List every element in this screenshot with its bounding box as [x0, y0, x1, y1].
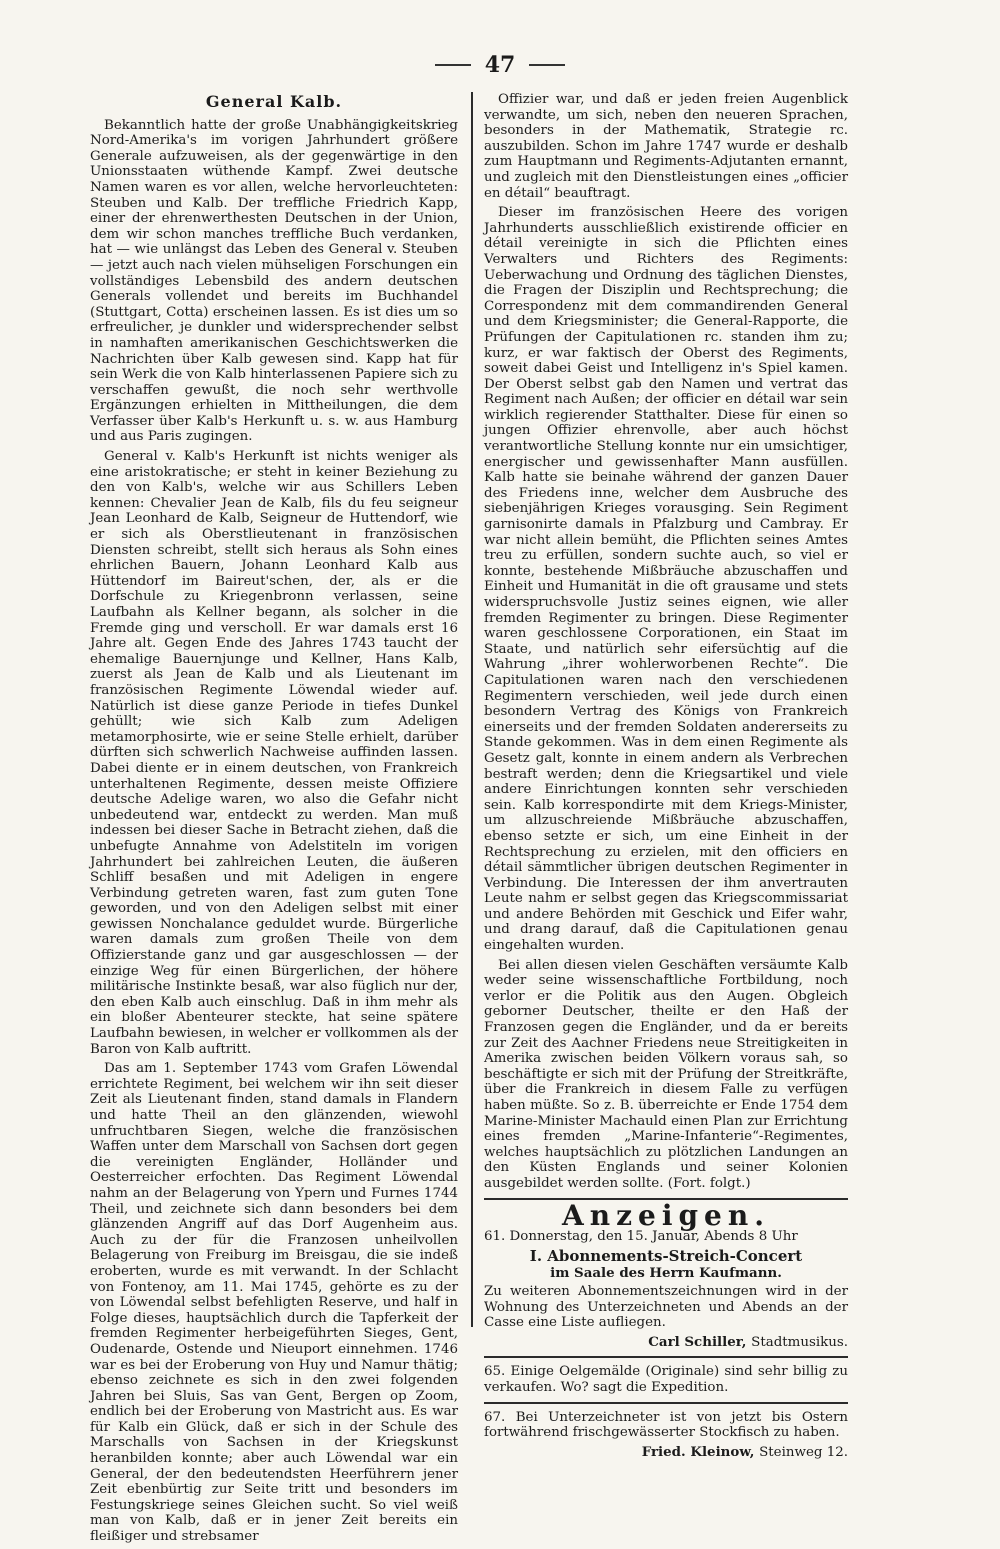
article-paragraph: General v. Kalb's Herkunft ist nichts weniger als eine aristokratische; er steht in keiner Beziehung zu den von Kalb's, welche wir aus Schillers Leben kennen: Chevalier Jean de Kalb, fils du feu seigneur Jean Leonhard de Kalb, Seigneur de Huttendorf, wie er sich als Oberstlieutenant in französischen Diensten schreibt, stellt sich heraus als Sohn eines ehrlichen Bauern, Johann Leonhard Kalb aus Hüttendorf im Baireut'schen, der, als er die Dorfschule zu Kriegenbronn verlassen, seine Laufbahn als Kellner begann, als solcher in die Fremde ging und verscholl. Er war damals erst 16 Jahre alt. Gegen Ende des Jahres 1743 taucht der ehemalige Bauernjunge und Kellner, Hans Kalb, zuerst als Jean de Kalb und als Lieutenant im französischen Regimente Löwendal wieder auf. Natürlich ist diese ganze Periode in tiefes Dunkel gehüllt; wie sich Kalb zum Adeligen metamorphosirte, wie er seine Stelle erhielt, darüber dürften sich schwerlich Nachweise auffinden lassen. Dabei diente er in einem deutschen, von Frankreich unterhaltenen Regimente, dessen meiste Offiziere deutsche Adelige waren, wo also die Gefahr nicht unbedeutend war, entdeckt zu werden. Man muß indessen bei dieser Sache in Betracht ziehen, daß die unbefugte Annahme von Adelstiteln im vorigen Jahrhundert bei zahlreichen Leuten, die äußeren Schliff besaßen und mit Adeligen in engere Verbindung getreten waren, fast zum guten Tone geworden, und von den Adeligen selbst mit einer gewissen Nonchalance geduldet wurde. Bürgerliche waren damals zum großen Theile von dem Offizierstande ganz und gar ausgeschlossen — der einzige Weg für einen Bürgerlichen, der höhere militärische Instinkte besaß, war also füglich nur der, den eben Kalb auch einschlug. Daß in ihm mehr als ein bloßer Abenteurer steckte, hat seine spätere Laufbahn bewiesen, in welcher er vollkommen als der Baron von Kalb auftritt. — [90, 449, 458, 1057]
ads-heading: Anzeigen. — [562, 1198, 770, 1232]
article-paragraph: Dieser im französischen Heere des vorigen Jahrhunderts ausschließlich existirende officier en détail vereinigte in sich die Pflichten eines Verwalters und Richters des Regiments: Ueberwachung und Ordnung des täglichen Dienstes, die Fragen der Disziplin und Rechtsprechung; die Correspondenz mit dem commandirenden General und dem Kriegsminister; die General-Rapporte, die Prüfungen der Capitulationen rc. standen ihm zu; kurz, er war faktisch der Oberst des Regiments, soweit dabei Geist und Intelligenz in's Spiel kamen. Der Oberst selbst gab den Namen und vertrat das Regiment nach Außen; der officier en détail war sein wirklich regierender Statthalter. Diese für einen so jungen Offizier ehrenvolle, aber auch höchst verantwortliche Stellung konnte nur ein umsichtiger, energischer und gewissenhafter Mann ausfüllen. Kalb hatte sie beinahe während der ganzen Dauer des Friedens inne, welcher dem Ausbruche des siebenjährigen Krieges vorausging. Sein Regiment garnisonirte damals in Pfalzburg und Cambray. Er war nicht allein bemüht, die Pflichten seines Amtes treu zu erfüllen, sondern suchte auch, so viel er konnte, bestehende Mißbräuche abzuschaffen und Einheit und Humanität in die oft grausame und stets widerspruchsvolle Justiz seines eignen, wie aller fremden Regimenter zu bringen. Diese Regimenter waren geschlossene Corporationen, ein Staat im Staate, und natürlich sehr eifersüchtig auf die Wahrung „ihrer wohlerworbenen Rechte“. Die Capitulationen waren nach den verschiedenen Regimentern verschieden, weil jede durch einen besondern Vertrag des Königs von Frankreich einerseits und der fremden Soldaten andererseits zu Stande gekommen. Was in dem einen Regimente als Gesetz galt, konnte in einem andern als Verbrechen bestraft werden; denn die Kriegsartikel und viele andere Einrichtungen konnten sehr verschieden sein. Kalb korrespondirte mit dem Kriegs-Minister, um allzuschreiende Mißbräuche abzuschaffen, ebenso setzte er sich, um eine Einheit in der Rechtsprechung zu erzielen, mit den officiers en détail sämmtlicher übrigen deutschen Regimenter in Verbindung. Die Interessen der ihm anvertrauten Leute nahm er selbst gegen das Kriegscommissariat und andere Behörden mit Geschick und Eifer wahr, und drang darauf, daß die Capitulationen genau eingehalten wurden. — [484, 205, 848, 954]
ad-stockfish-body: 67. Bei Unterzeichneter ist von jetzt bis Ostern fortwährend frischgewässerter Stockfisch zu haben. — [484, 1409, 848, 1441]
signature-name: Carl Schiller, — [648, 1333, 747, 1350]
signature-title: Stadtmusikus. — [751, 1334, 848, 1350]
article-paragraph: Bei allen diesen vielen Geschäften versäumte Kalb weder seine wissenschaftliche Fortbildung, noch verlor er die Politik aus den Augen. Obgleich geborner Deutscher, theilte er den Haß der Franzosen gegen die Engländer, und da er bereits zur Zeit des Aachner Friedens neue Streitigkeiten in Amerika zwischen beiden Völkern voraus sah, so beschäftigte er sich mit der Prüfung der Streitkräfte, über die Frankreich in diesem Falle zu verfügen haben müßte. So z. B. überreichte er Ende 1754 dem Marine-Minister Machauld einen Plan zur Errichtung eines fremden „Marine-Infanterie“-Regimentes, welches hauptsächlich zu plötzlichen Landungen an den Küsten Englands und seiner Kolonien ausgebildet werden sollte. (Fort. folgt.) — [484, 957, 848, 1191]
left-column — [90, 92, 458, 1549]
header-rule-right — [529, 64, 565, 66]
ad-concert-title: I. Abonnements-Streich-Concert — [529, 1246, 803, 1265]
article-title: General Kalb. — [205, 92, 343, 111]
ad-concert-lead: 61. Donnerstag, den 15. Januar, Abends 8 Uhr — [484, 1229, 798, 1245]
column-divider — [471, 92, 473, 1327]
page-header — [0, 52, 1000, 78]
ad-rule — [484, 1356, 848, 1358]
ad-concert-place: im Saale des Herrn Kaufmann. — [550, 1265, 782, 1282]
ad-concert — [484, 1229, 848, 1350]
article-paragraph: Das am 1. September 1743 vom Grafen Löwendal errichtete Regiment, bei welchem wir ihn seit dieser Zeit als Lieutenant finden, stand damals in Flandern und hatte Theil an den glänzenden, wiewohl unfruchtbaren Siegen, welche die französischen Waffen unter dem Marschall von Sachsen dort gegen die vereinigten Engländer, Holländer und Oesterreicher erfochten. Das Regiment Löwendal nahm an der Belagerung von Ypern und Furnes 1744 Theil, und zeichnete sich dann besonders bei dem glänzenden Angriff auf das Dorf Augenheim aus. Auch zu der für die Franzosen unheilvollen Belagerung von Freiburg im Breisgau, die sie indeß eroberten, wurde es mit verwandt. In der Schlacht von Fontenoy, am 11. Mai 1745, gehörte es zu der von Löwendal selbst befehligten Reserve, und half in Folge dieses, hauptsächlich durch die Tapferkeit der fremden Regimenter herbeigeführten Sieges, Gent, Oudenarde, Ostende und Nieuport einnehmen. 1746 war es bei der Eroberung von Huy und Namur thätig; ebenso zeichnete es sich in den zwei folgenden Jahren bei Sluis, Sas van Gent, Bergen op Zoom, endlich bei der Eroberung von Mastricht aus. Es war für Kalb ein Glück, daß er sich in der Schule des Marschalls von Sachsen in der Kriegskunst heranbilden konnte; aber auch Löwendal war ein General, der den bedeutendsten Heerführern jener Zeit ebenbürtig zur Seite tritt und besonders im Festungskriege seines Gleichen sucht. So viel weiß man von Kalb, daß er in jener Zeit bereits ein fleißiger und strebsamer — [90, 1061, 458, 1545]
right-column — [484, 92, 848, 1464]
ad-stockfish-signature — [484, 1445, 848, 1461]
ad-concert-signature — [484, 1335, 848, 1351]
ad-paintings-body: 65. Einige Oelgemälde (Originale) sind sehr billig zu verkaufen. Wo? sagt die Expedition. — [484, 1364, 848, 1395]
ad-stockfish — [484, 1410, 848, 1461]
ad-rule — [484, 1402, 848, 1404]
ad-concert-body: Zu weiteren Abonnementszeichnungen wird in der Wohnung des Unterzeichneten und Abends an der Casse eine Liste aufliegen. — [484, 1283, 848, 1331]
signature-name: Fried. Kleinow, — [641, 1443, 755, 1460]
article-paragraph: Offizier war, und daß er jeden freien Augenblick verwandte, um sich, neben den neueren Sprachen, besonders in der Mathematik, Strategie rc. auszubilden. Schon im Jahre 1747 wurde er deshalb zum Hauptmann und Regiments-Adjutanten ernannt, und zugleich mit den Dienstleistungen eines „officier en détail“ beauftragt. — [484, 92, 848, 201]
ad-paintings — [484, 1364, 848, 1395]
article-paragraph: Bekanntlich hatte der große Unabhängigkeitskrieg Nord-Amerika's im vorigen Jahrhundert größere Generale aufzuweisen, als der gegenwärtige in den Unionsstaaten wüthende Kampf. Zwei deutsche Namen waren es vor allen, welche hervorleuchteten: Steuben und Kalb. Der treffliche Friedrich Kapp, einer der ehrenwerthesten Deutschen in der Union, dem wir schon manches treffliche Buch verdanken, hat — wie unlängst das Leben des General v. Steuben — jetzt auch nach vielen mühseligen Forschungen ein vollständiges Lebensbild des andern deutschen Generals vollendet und bereits im Buchhandel (Stuttgart, Cotta) erscheinen lassen. Es ist dies um so erfreulicher, je dunkler und widersprechender selbst in namhaften amerikanischen Geschichtswerken die Nachrichten über Kalb gewesen sind. Kapp hat für sein Werk die von Kalb hinterlassenen Papiere sich zu verschaffen gewußt, die noch sehr werthvolle Ergänzungen erhielten in Mittheilungen, die dem Verfasser über Kalb's Herkunft u. s. w. aus Hamburg und aus Paris zugingen. — [90, 117, 458, 445]
signature-address: Steinweg 12. — [759, 1444, 848, 1460]
page-number: 47 — [484, 52, 516, 78]
header-rule-left — [435, 64, 471, 66]
